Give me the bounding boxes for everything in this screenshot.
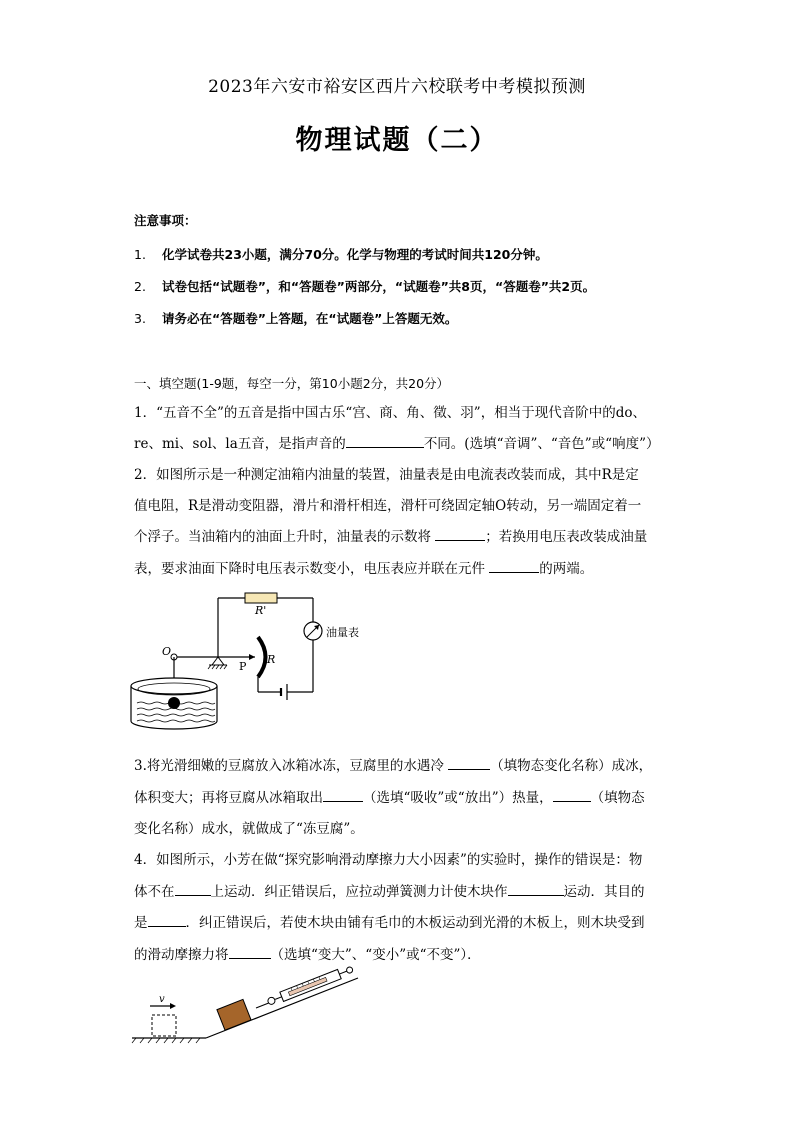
note-item <box>134 245 548 263</box>
rheostat-icon <box>258 637 266 677</box>
q3-text-b: （填物态变化名称）成冰， <box>490 758 653 774</box>
q4-text-b: 上运动．纠正错误后，应拉动弹簧测力计使木块作 <box>210 884 508 900</box>
fixed-resistor <box>245 593 277 603</box>
exam-title: 物理试题（二） <box>295 125 499 156</box>
q3-text-e: （填物态 <box>590 790 645 806</box>
q2-text-d: 的两端。 <box>539 561 594 577</box>
label-r: R <box>267 653 276 666</box>
q1-line-2 <box>134 432 660 452</box>
q4-text-g: （选填“变大”、“变小”或“不变”）． <box>270 947 481 963</box>
q4-line-4 <box>134 943 481 963</box>
q4-text-c: 运动．其目的 <box>563 884 645 900</box>
q1-line-1: 1．“五音不全”的五音是指中国古乐“宫、商、角、徵、羽”，相当于现代音阶中的do、 <box>134 405 646 421</box>
answer-blank[interactable] <box>448 756 490 770</box>
notes-heading: 注意事项： <box>134 213 197 228</box>
answer-blank[interactable] <box>553 788 591 802</box>
q2-text-c: 表，要求油面下降时电压表示数变小，电压表应并联在元件 <box>134 561 485 577</box>
q2-text-a: 个浮子。当油箱内的油面上升时，油量表的示数将 <box>134 529 431 545</box>
q3-text-a: 3.将光滑细嫩的豆腐放入冰箱冰冻，豆腐里的水遇冷 <box>134 758 444 774</box>
answer-blank[interactable] <box>508 882 564 896</box>
q1-text-a: re、mi、sol、la五音，是指声音的 <box>134 436 346 452</box>
q2-line-1: 2．如图所示是一种测定油箱内油量的装置，油量表是由电流表改装而成，其中R是定 <box>134 467 639 483</box>
note-number: 3. <box>134 311 146 326</box>
q3-line-3: 变化名称）成水，就做成了“冻豆腐”。 <box>134 821 364 837</box>
q2-line-2: 值电阻，R是滑动变阻器，滑片和滑杆相连，滑杆可绕固定轴O转动，另一端固定着一 <box>134 498 642 514</box>
block-start-outline <box>152 1015 176 1036</box>
pivot-icon <box>212 657 224 665</box>
note-text: 试卷包括“试题卷”，和“答题卷”两部分，“试题卷”共8页，“答题卷”共2页。 <box>162 279 596 294</box>
exam-supertitle: 2023年六安市裕安区西片六校联考中考模拟预测 <box>208 77 586 97</box>
answer-blank[interactable] <box>489 559 539 573</box>
note-text: 化学试卷共23小题，满分70分。化学与物理的考试时间共120分钟。 <box>162 247 548 262</box>
spring-scale-icon <box>254 964 354 1011</box>
section-heading: 一、填空题(1-9题，每空一分，第10小题2分，共20分） <box>134 376 450 391</box>
q4-text-a: 体不在 <box>134 884 175 900</box>
answer-blank[interactable] <box>148 913 186 927</box>
note-number: 1. <box>134 247 146 262</box>
q4-text-f: 的滑动摩擦力将 <box>134 947 229 963</box>
float-icon <box>168 697 180 709</box>
answer-blank[interactable] <box>323 788 363 802</box>
label-o: O <box>162 645 172 658</box>
wood-block-icon <box>217 999 251 1030</box>
q4-text-e: ．纠正错误后，若使木块由铺有毛巾的木板运动到光滑的木板上，则木块受到 <box>185 915 645 931</box>
q1-text-b: 不同。(选填“音调”、“音色”或“响度”） <box>423 436 660 452</box>
label-p: P <box>239 660 247 673</box>
label-oil-meter: 油量表 <box>326 626 359 639</box>
q4-line-1: 4．如图所示，小芳在做“探究影响滑动摩擦力大小因素”的实验时，操作的错误是：物 <box>134 852 643 868</box>
q3-text-d: （选填“吸收”或“放出”）热量， <box>363 790 553 806</box>
q4-line-2 <box>134 880 645 900</box>
q4-line-3 <box>134 911 645 931</box>
q2-line-3 <box>134 525 647 545</box>
friction-experiment-diagram <box>128 968 368 1048</box>
label-r-prime: R' <box>255 604 267 617</box>
answer-blank[interactable] <box>435 527 485 541</box>
q2-line-4 <box>134 557 593 577</box>
answer-blank[interactable] <box>346 434 424 448</box>
note-item <box>134 309 457 327</box>
q3-line-1 <box>134 754 652 774</box>
answer-blank[interactable] <box>175 882 211 896</box>
note-text: 请务必在“答题卷”上答题，在“试题卷”上答题无效。 <box>162 311 458 326</box>
q2-text-b: ；若换用电压表改装成油量 <box>485 529 648 545</box>
oil-gauge-diagram <box>125 585 359 735</box>
note-number: 2. <box>134 279 146 294</box>
answer-blank[interactable] <box>229 945 271 959</box>
q3-line-2 <box>134 786 645 806</box>
label-v: v <box>159 994 165 1005</box>
q3-text-c: 体积变大；再将豆腐从冰箱取出 <box>134 790 323 806</box>
q4-text-d: 是 <box>134 915 148 931</box>
note-item <box>134 277 595 295</box>
